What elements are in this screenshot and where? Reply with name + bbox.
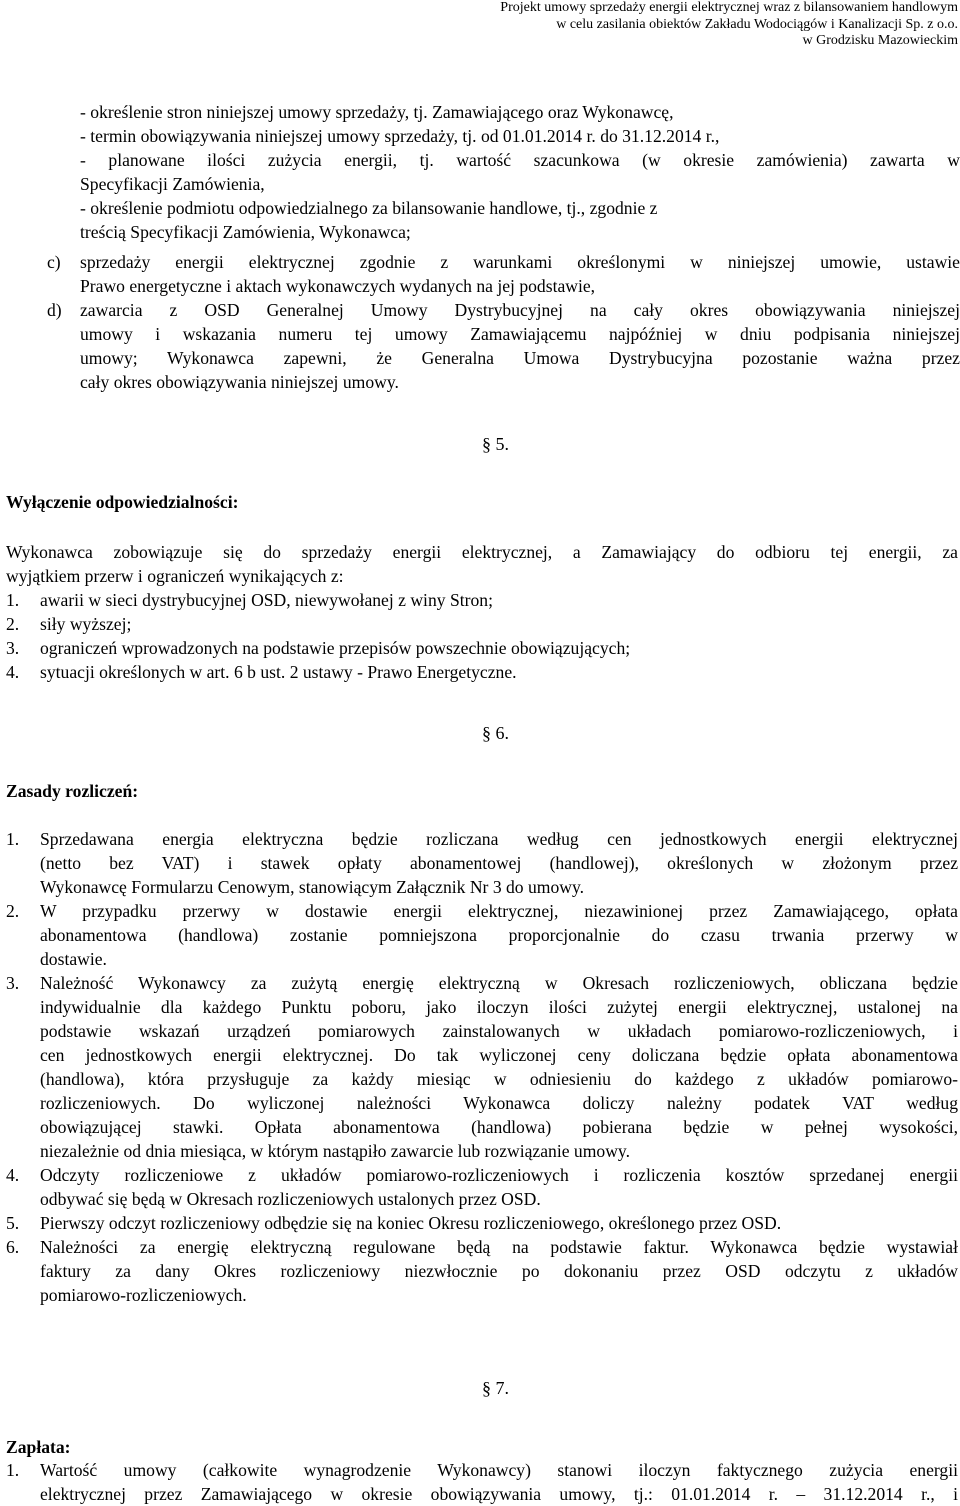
section-6-item-1 xyxy=(40,827,958,899)
text-line: obowiązującej stawki. Opłata abonamentowa (handlowa) pobierana będzie w pełnej wysokości, xyxy=(40,1117,958,1137)
text-line: Odczyty rozliczeniowe z układów pomiarowo-rozliczeniowych i rozliczenia kosztów sprzedanej energii xyxy=(40,1165,958,1185)
list-number: 1. xyxy=(6,1460,20,1480)
dash-line: Specyfikacji Zamówienia, xyxy=(80,174,265,194)
section-6-item-4 xyxy=(40,1163,958,1211)
section-5-intro xyxy=(6,540,958,588)
list-text: siły wyższej; xyxy=(40,614,132,634)
section-sign-7: § 7. xyxy=(482,1378,509,1398)
text-line: zawarcia z OSD Generalnej Umowy Dystrybucyjnej na cały okres obowiązywania niniejszej xyxy=(80,300,960,320)
header-line-2: w celu zasilania obiektów Zakładu Wodociągów i Kanalizacji Sp. z o.o. xyxy=(556,16,958,32)
text-line: pomiarowo-rozliczeniowych. xyxy=(40,1285,247,1305)
list-number: 6. xyxy=(6,1237,20,1257)
text-line: podstawie wskazań urządzeń pomiarowych zainstalowanych w układach pomiarowo-rozliczeniowych, i xyxy=(40,1021,958,1041)
dash-line: - określenie stron niniejszej umowy sprzedaży, tj. Zamawiającego oraz Wykonawcę, xyxy=(80,102,674,122)
text-line: wyjątkiem przerw i ograniczeń wynikających z: xyxy=(6,566,344,586)
list-number: 3. xyxy=(6,638,20,658)
text-line: Należności za energię elektryczną regulowane będą na podstawie faktur. Wykonawca będzie wystawiał xyxy=(40,1237,958,1257)
text-line: Należność Wykonawcy za zużytą energię elektryczną w Okresach rozliczeniowych, obliczana będzie xyxy=(40,973,958,993)
list-number: 2. xyxy=(6,901,20,921)
dash-line: treścią Specyfikacji Zamówienia, Wykonawca; xyxy=(80,222,411,242)
list-item xyxy=(6,612,906,636)
list-number: 4. xyxy=(6,662,20,682)
text-line: sprzedaży energii elektrycznej zgodnie z warunkami określonymi w niniejszej umowie, ustawie xyxy=(80,252,960,272)
section-6-item-5 xyxy=(40,1211,958,1235)
section-heading-5: Wyłączenie odpowiedzialności: xyxy=(6,492,239,512)
dash-line: - planowane ilości zużycia energii, tj. wartość szacunkowa (w okresie zamówienia) zawarta w xyxy=(80,150,960,170)
text-line: Wartość umowy (całkowite wynagrodzenie Wykonawcy) stanowi iloczyn faktycznego zużycia energii xyxy=(40,1460,958,1480)
list-text: ograniczeń wprowadzonych na podstawie przepisów powszechnie obowiązujących; xyxy=(40,638,631,658)
section-6-item-6 xyxy=(40,1235,958,1307)
section-6-item-2 xyxy=(40,899,958,971)
text-line: Pierwszy odczyt rozliczeniowy odbędzie się na koniec Okresu rozliczeniowego, określonego przez OSD. xyxy=(40,1213,782,1233)
text-line: W przypadku przerwy w dostawie energii elektrycznej, niezawinionej przez Zamawiającego, opłata xyxy=(40,901,958,921)
list-item xyxy=(6,660,906,684)
header-line-1: Projekt umowy sprzedaży energii elektrycznej wraz z bilansowaniem handlowym xyxy=(500,0,958,15)
dash-line: - określenie podmiotu odpowiedzialnego za bilansowanie handlowe, tj., zgodnie z xyxy=(80,198,658,218)
text-line: (handlowa), która przysługuje za każdy miesiąc w odniesieniu do każdego z układów pomiarowo- xyxy=(40,1069,958,1089)
text-line: umowy; Wykonawca zapewni, że Generalna Umowa Dystrybucyjna pozostanie ważna przez xyxy=(80,348,960,368)
text-line: (netto bez VAT) i stawek opłaty abonamentowej (handlowej), określonych w złożonym przez xyxy=(40,853,958,873)
list-text: sytuacji określonych w art. 6 b ust. 2 ustawy - Prawo Energetyczne. xyxy=(40,662,517,682)
item-c-text xyxy=(80,250,960,298)
list-number: 4. xyxy=(6,1165,20,1185)
text-line: abonamentowa (handlowa) zostanie pomniejszona proporcjonalnie do czasu trwania przerwy w xyxy=(40,925,958,945)
text-line: Wykonawcę Formularzu Cenowym, stanowiącym Załącznik Nr 3 do umowy. xyxy=(40,877,585,897)
list-number: 3. xyxy=(6,973,20,993)
text-line: faktury za dany Okres rozliczeniowy niezwłocznie po dokonaniu przez OSD odczytu z układów xyxy=(40,1261,958,1281)
text-line: cały okres obowiązywania niniejszej umowy. xyxy=(80,372,399,392)
item-marker-d: d) xyxy=(47,300,62,320)
section-sign-6: § 6. xyxy=(482,723,509,743)
section-6-item-3 xyxy=(40,971,958,1163)
list-text: awarii w sieci dystrybucyjnej OSD, niewywołanej z winy Stron; xyxy=(40,590,493,610)
dash-line: - termin obowiązywania niniejszej umowy sprzedaży, tj. od 01.01.2014 r. do 31.12.2014 r., xyxy=(80,126,720,146)
text-line: cen jednostkowych energii elektrycznej. Do tak wyliczonej ceny doliczana będzie opłata abonamentowa xyxy=(40,1045,958,1065)
text-line: dostawie. xyxy=(40,949,107,969)
list-number: 5. xyxy=(6,1213,20,1233)
item-marker-c: c) xyxy=(47,252,61,272)
section-sign-5: § 5. xyxy=(482,434,509,454)
header-line-3: w Grodzisku Mazowieckim xyxy=(802,33,958,48)
list-number: 2. xyxy=(6,614,20,634)
text-line: umowy i wskazania numeru tej umowy Zamawiającemu najpóźniej w dniu podpisania niniejszej xyxy=(80,324,960,344)
item-d-text xyxy=(80,298,960,394)
text-line: elektrycznej przez Zamawiającego w okresie obowiązywania umowy, tj.: 01.01.2014 r. – 31.12.2014 r., i xyxy=(40,1484,958,1504)
text-line: Wykonawca zobowiązuje się do sprzedaży energii elektrycznej, a Zamawiający do odbioru tej energii, za xyxy=(6,542,958,562)
text-line: rozliczeniowych. Do wyliczonej należności Wykonawca doliczy należny podatek VAT według xyxy=(40,1093,958,1113)
text-line: Sprzedawana energia elektryczna będzie rozliczana według cen jednostkowych energii elektrycznej xyxy=(40,829,958,849)
text-line: Prawo energetyczne i aktach wykonawczych wydanych na jej podstawie, xyxy=(80,276,596,296)
section-heading-6: Zasady rozliczeń: xyxy=(6,781,139,801)
list-item xyxy=(6,636,906,660)
section-5-list xyxy=(6,588,906,684)
text-line: niezależnie od dnia miesiąca, w którym nastąpiło zawarcie lub rozwiązanie umowy. xyxy=(40,1141,630,1161)
text-line: odbywać się będą w Okresach rozliczeniowych ustalonych przez OSD. xyxy=(40,1189,541,1209)
document-header xyxy=(500,0,958,50)
dash-list xyxy=(80,100,960,244)
list-item xyxy=(6,588,906,612)
list-number: 1. xyxy=(6,829,20,849)
list-number: 1. xyxy=(6,590,20,610)
section-heading-7: Zapłata: xyxy=(6,1437,71,1457)
section-7-item-1 xyxy=(40,1458,958,1506)
text-line: indywidualnie dla każdego Punktu poboru, jako iloczyn ilości zużytej energii elektrycznej, ustalonej na xyxy=(40,997,958,1017)
